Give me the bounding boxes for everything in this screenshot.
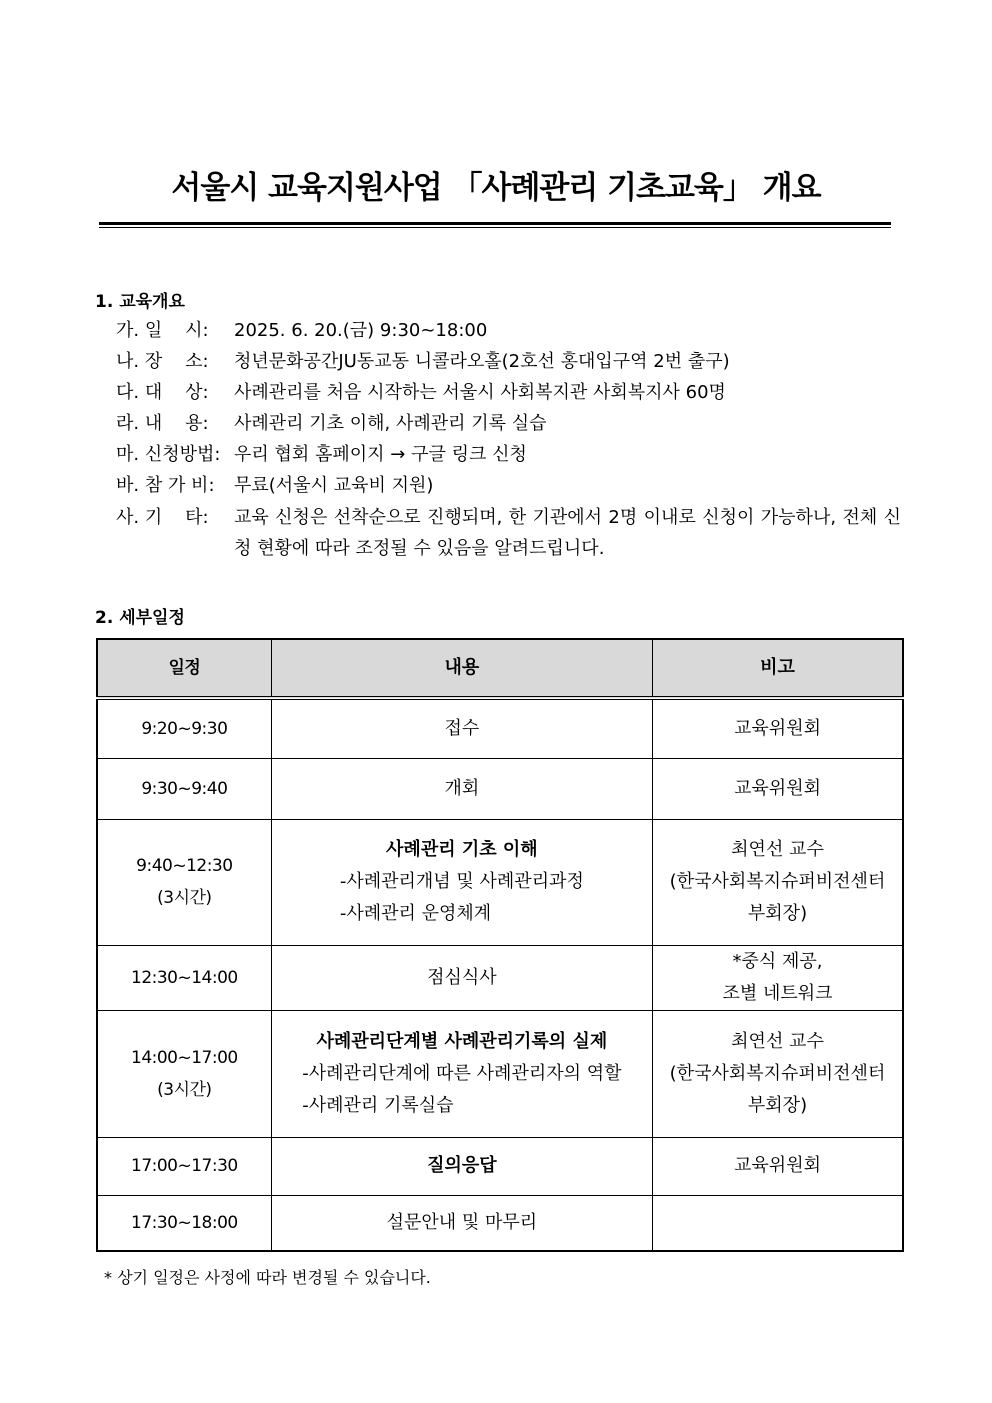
- table-row: [97, 945, 903, 1010]
- time-duration: (3시간): [157, 888, 212, 908]
- table-row: [97, 698, 903, 758]
- column-header-note: 비고: [653, 639, 903, 698]
- time-range: 14:00~17:00: [131, 1047, 238, 1068]
- table-header-row: [97, 639, 903, 698]
- note-line: 부회장): [747, 903, 808, 924]
- note-cell: 교육위원회: [653, 698, 903, 758]
- time-cell: 17:30~18:00: [97, 1195, 271, 1251]
- time-range: 9:40~12:30: [136, 856, 233, 876]
- content-cell: 점심식사: [271, 945, 652, 1010]
- note-cell: [653, 1195, 903, 1251]
- info-label: 바. 참 가 비:: [116, 475, 215, 496]
- table-row: [97, 819, 903, 945]
- section2-heading: 2. 세부일정: [95, 608, 185, 628]
- session-item: -사례관리단계에 따른 사례관리자의 역할: [302, 1062, 622, 1084]
- note-cell: [653, 819, 903, 945]
- session-items: [340, 866, 584, 930]
- info-row-place: [116, 346, 901, 377]
- info-label: 다. 대 상:: [116, 382, 209, 403]
- info-value: 사례관리 기초 이해, 사례관리 기록 실습: [234, 413, 547, 434]
- note-line: 최연선 교수: [731, 839, 824, 860]
- info-row-date: [116, 315, 901, 346]
- time-cell: 9:20~9:30: [97, 698, 271, 758]
- session-items: [302, 1058, 621, 1122]
- info-value: 무료(서울시 교육비 지원): [234, 475, 434, 496]
- info-label: 라. 내 용:: [116, 413, 209, 434]
- content-cell: 질의응답: [271, 1137, 652, 1195]
- session-item: -사례관리 운영체계: [339, 903, 492, 924]
- document-title: 서울시 교육지원사업 「사례관리 기초교육」 개요: [171, 170, 821, 206]
- session-item: -사례관리 기록실습: [302, 1094, 454, 1116]
- note-line: (한국사회복지슈퍼비전센터: [669, 1062, 886, 1084]
- info-value: 교육 신청은 선착순으로 진행되며, 한 기관에서 2명 이내로 신청이 가능하나, 전체 신청 현황에 따라 조정될 수 있음을 알려드립니다.: [234, 507, 901, 559]
- content-cell: [271, 1010, 652, 1137]
- content-cell: 설문안내 및 마무리: [271, 1195, 652, 1251]
- note-line: 조별 네트워크: [722, 982, 833, 1004]
- info-value: 청년문화공간JU동교동 니콜라오홀(2호선 홍대입구역 2번 출구): [234, 351, 730, 372]
- content-cell: [271, 819, 652, 945]
- info-row-etc: [116, 502, 901, 564]
- content-cell: 개회: [271, 758, 652, 819]
- info-value: 사례관리를 처음 시작하는 서울시 사회복지관 사회복지사 60명: [234, 382, 726, 403]
- info-value: 2025. 6. 20.(금) 9:30~18:00: [234, 320, 488, 341]
- column-header-time: 일정: [97, 639, 271, 698]
- info-label: 나. 장 소:: [116, 351, 209, 372]
- note-cell: [653, 1010, 903, 1137]
- time-cell: [97, 1010, 271, 1137]
- column-header-content: 내용: [271, 639, 652, 698]
- info-row-target: [116, 377, 901, 408]
- session-title: 사례관리 기초 이해: [386, 839, 538, 860]
- session-item: -사례관리개념 및 사례관리과정: [339, 871, 584, 892]
- time-cell: 9:30~9:40: [97, 758, 271, 819]
- info-row-content: [116, 408, 901, 439]
- content-cell: 접수: [271, 698, 652, 758]
- info-row-apply: [116, 439, 901, 470]
- schedule-footnote: * 상기 일정은 사정에 따라 변경될 수 있습니다.: [104, 1268, 431, 1287]
- table-row: [97, 1137, 903, 1195]
- time-cell: 12:30~14:00: [97, 945, 271, 1010]
- section1-heading: 1. 교육개요: [95, 292, 185, 312]
- title-divider: [99, 222, 891, 228]
- info-value: 우리 협회 홈페이지 → 구글 링크 신청: [234, 444, 527, 465]
- info-label: 마. 신청방법:: [116, 444, 221, 465]
- note-line: (한국사회복지슈퍼비전센터: [669, 871, 886, 892]
- time-duration: (3시간): [157, 1079, 212, 1100]
- info-row-fee: [116, 470, 901, 501]
- schedule-table: [96, 638, 904, 1252]
- note-cell: 교육위원회: [653, 758, 903, 819]
- note-cell: 교육위원회: [653, 1137, 903, 1195]
- info-label: 가. 일 시:: [116, 320, 209, 341]
- note-line: *중식 제공,: [732, 950, 823, 972]
- info-label: 사. 기 타:: [116, 507, 209, 528]
- table-row: [97, 1010, 903, 1137]
- note-line: 부회장): [747, 1094, 808, 1116]
- time-cell: [97, 819, 271, 945]
- table-row: [97, 758, 903, 819]
- table-row: [97, 1195, 903, 1251]
- time-cell: 17:00~17:30: [97, 1137, 271, 1195]
- note-cell: [653, 945, 903, 1010]
- note-line: 최연선 교수: [731, 1030, 824, 1052]
- session-title: 사례관리단계별 사례관리기록의 실제: [316, 1030, 608, 1052]
